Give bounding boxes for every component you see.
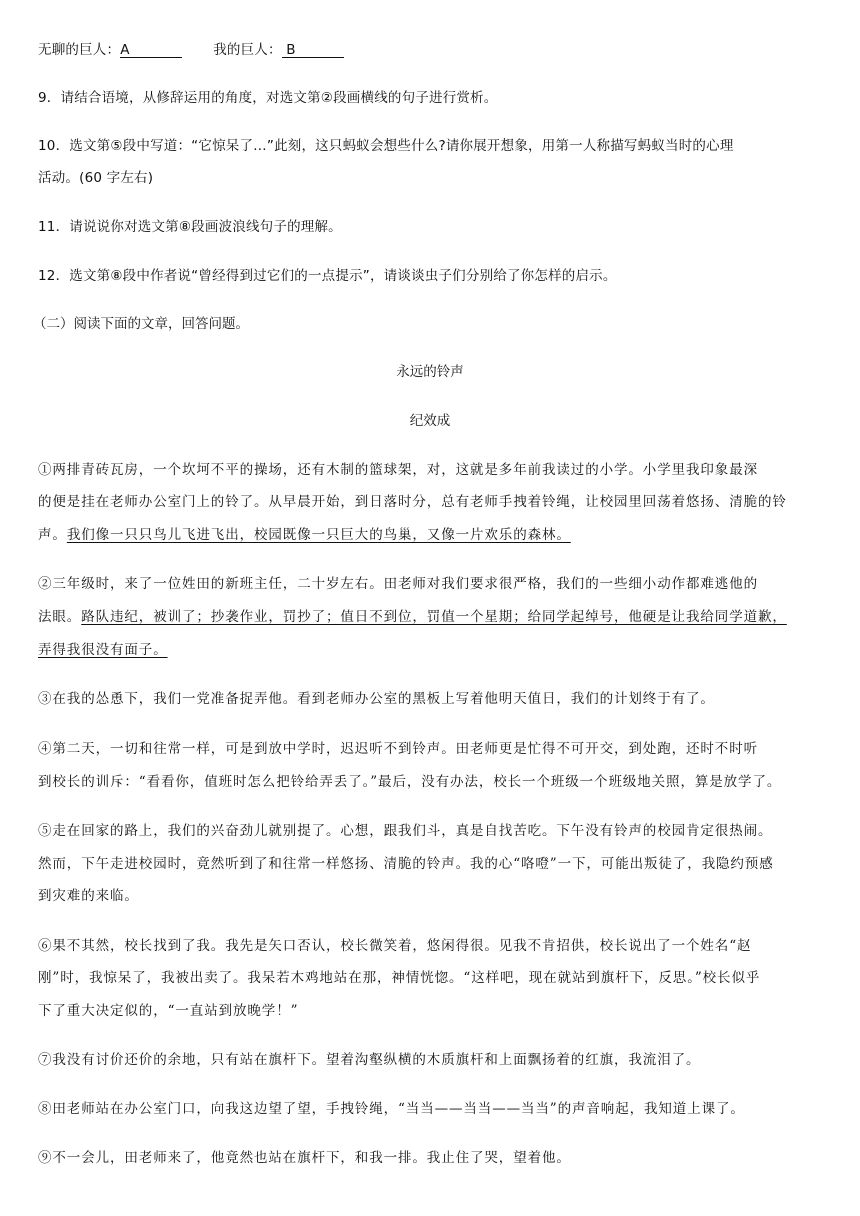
paragraph-6-line-1: ⑥果不其然，校长找到了我。我先是矢口否认，校长微笑着，悠闲得很。见我不肯招供，校长说出了一个姓名“赵 [38, 938, 752, 954]
paragraph-6-line-3: 下了重大决定似的，“一直站到放晚学！” [38, 1003, 299, 1019]
section-heading: （二）阅读下面的文章，回答问题。 [33, 316, 249, 332]
paragraph-4-line-1: ④第二天，一切和往常一样，可是到放中学时，迟迟听不到铃声。田老师更是忙得不可开交，到处跑，还时不时听 [38, 741, 758, 757]
question-number: 9． [38, 90, 61, 106]
paragraph-1-line-3: 声。我们像一只只鸟儿飞进飞出，校园既像一只巨大的鸟巢，又像一片欢乐的森林。 [38, 527, 571, 543]
paragraph-5-line-2: 然而，下午走进校园时，竟然听到了和往常一样悠扬、清脆的铃声。我的心“咯噔”一下，可能出叛徒了，我隐约预感 [38, 856, 774, 872]
label-a: 无聊的巨人： [38, 42, 121, 58]
question-text: 活动。(60 字左右) [38, 170, 154, 186]
paragraph-1-line-1: ①两排青砖瓦房，一个坎坷不平的操场，还有木制的篮球架，对，这就是多年前我读过的小学。小学里我印象最深 [38, 462, 758, 478]
question-11 [38, 215, 342, 235]
question-text: 请说说你对选文第⑧段画波浪线句子的理解。 [69, 219, 342, 235]
blank-b[interactable]: B [282, 43, 344, 58]
paragraph-9: ⑨不一会儿，田老师来了，他竟然也站在旗杆下，和我一排。我止住了哭，望着他。 [38, 1150, 571, 1166]
question-text: 请结合语境，从修辞运用的角度，对选文第②段画横线的句子进行赏析。 [60, 90, 498, 106]
question-9 [38, 86, 498, 106]
question-12 [38, 264, 617, 284]
paragraph-2-line-1: ②三年级时，来了一位姓田的新班主任，二十岁左右。田老师对我们要求很严格，我们的一些细小动作都难逃他的 [38, 576, 758, 592]
blank-a[interactable]: A [120, 43, 182, 58]
article-title: 永远的铃声 [396, 364, 464, 380]
answer-row [38, 38, 344, 58]
paragraph-2-line-3: 弄得我很没有面子。 [38, 642, 168, 658]
question-10-cont [38, 166, 153, 186]
paragraph-4-line-2: 到校长的训斥：“看看你，值班时怎么把铃给弄丢了。”最后，没有办法，校长一个班级一个班级地关照，算是放学了。 [38, 774, 782, 790]
paragraph-7: ⑦我没有讨价还价的余地，只有站在旗杆下。望着沟壑纵横的木质旗杆和上面飘扬着的红旗，我流泪了。 [38, 1052, 701, 1068]
question-10 [38, 134, 734, 154]
paragraph-5-line-3: 到灾难的来临。 [38, 888, 139, 904]
question-text: 选文第⑧段中作者说“曾经得到过它们的一点提示”，请谈谈虫子们分别给了你怎样的启示。 [69, 268, 617, 284]
paragraph-3: ③在我的怂恿下，我们一党准备捉弄他。看到老师办公室的黑板上写着他明天值日，我们的计划终于有了。 [38, 691, 715, 707]
paragraph-1-line-2: 的便是挂在老师办公室门上的铃了。从早晨开始，到日落时分，总有老师手拽着铃绳，让校园里回荡着悠扬、清脆的铃 [38, 494, 787, 510]
question-number: 10． [38, 138, 70, 154]
question-text: 选文第⑤段中写道：“它惊呆了…”此刻，这只蚂蚁会想些什么?请你展开想象，用第一人称描写蚂蚁当时的心理 [69, 138, 734, 154]
question-number: 12． [38, 268, 70, 284]
question-number: 11． [38, 219, 70, 235]
paragraph-5-line-1: ⑤走在回家的路上，我们的兴奋劲儿就别提了。心想，跟我们斗，真是自找苦吃。下午没有铃声的校园肯定很热闹。 [38, 823, 773, 839]
article-author: 纪效成 [409, 413, 451, 429]
paragraph-8: ⑧田老师站在办公室门口，向我这边望了望，手拽铃绳，“当当——当当——当当”的声音响起，我知道上课了。 [38, 1101, 745, 1117]
underlined-sentence-2: 路队违纪，被训了；抄袭作业，罚抄了；值日不到位，罚值一个星期；给同学起绰号，他硬是让我给同学道歉， [81, 609, 787, 625]
underlined-sentence-1: 我们像一只只鸟儿飞进飞出，校园既像一只巨大的鸟巢，又像一片欢乐的森林。 [66, 527, 571, 543]
paragraph-6-line-2: 刚”时，我惊呆了，我被出卖了。我呆若木鸡地站在那，神情恍惚。“这样吧，现在就站到旗杆下，反思。”校长似乎 [38, 970, 761, 986]
paragraph-2-line-2: 法眼。路队违纪，被训了；抄袭作业，罚抄了；值日不到位，罚值一个星期；给同学起绰号，他硬是让我给同学道歉， [38, 609, 787, 625]
label-b: 我的巨人： [213, 42, 282, 58]
